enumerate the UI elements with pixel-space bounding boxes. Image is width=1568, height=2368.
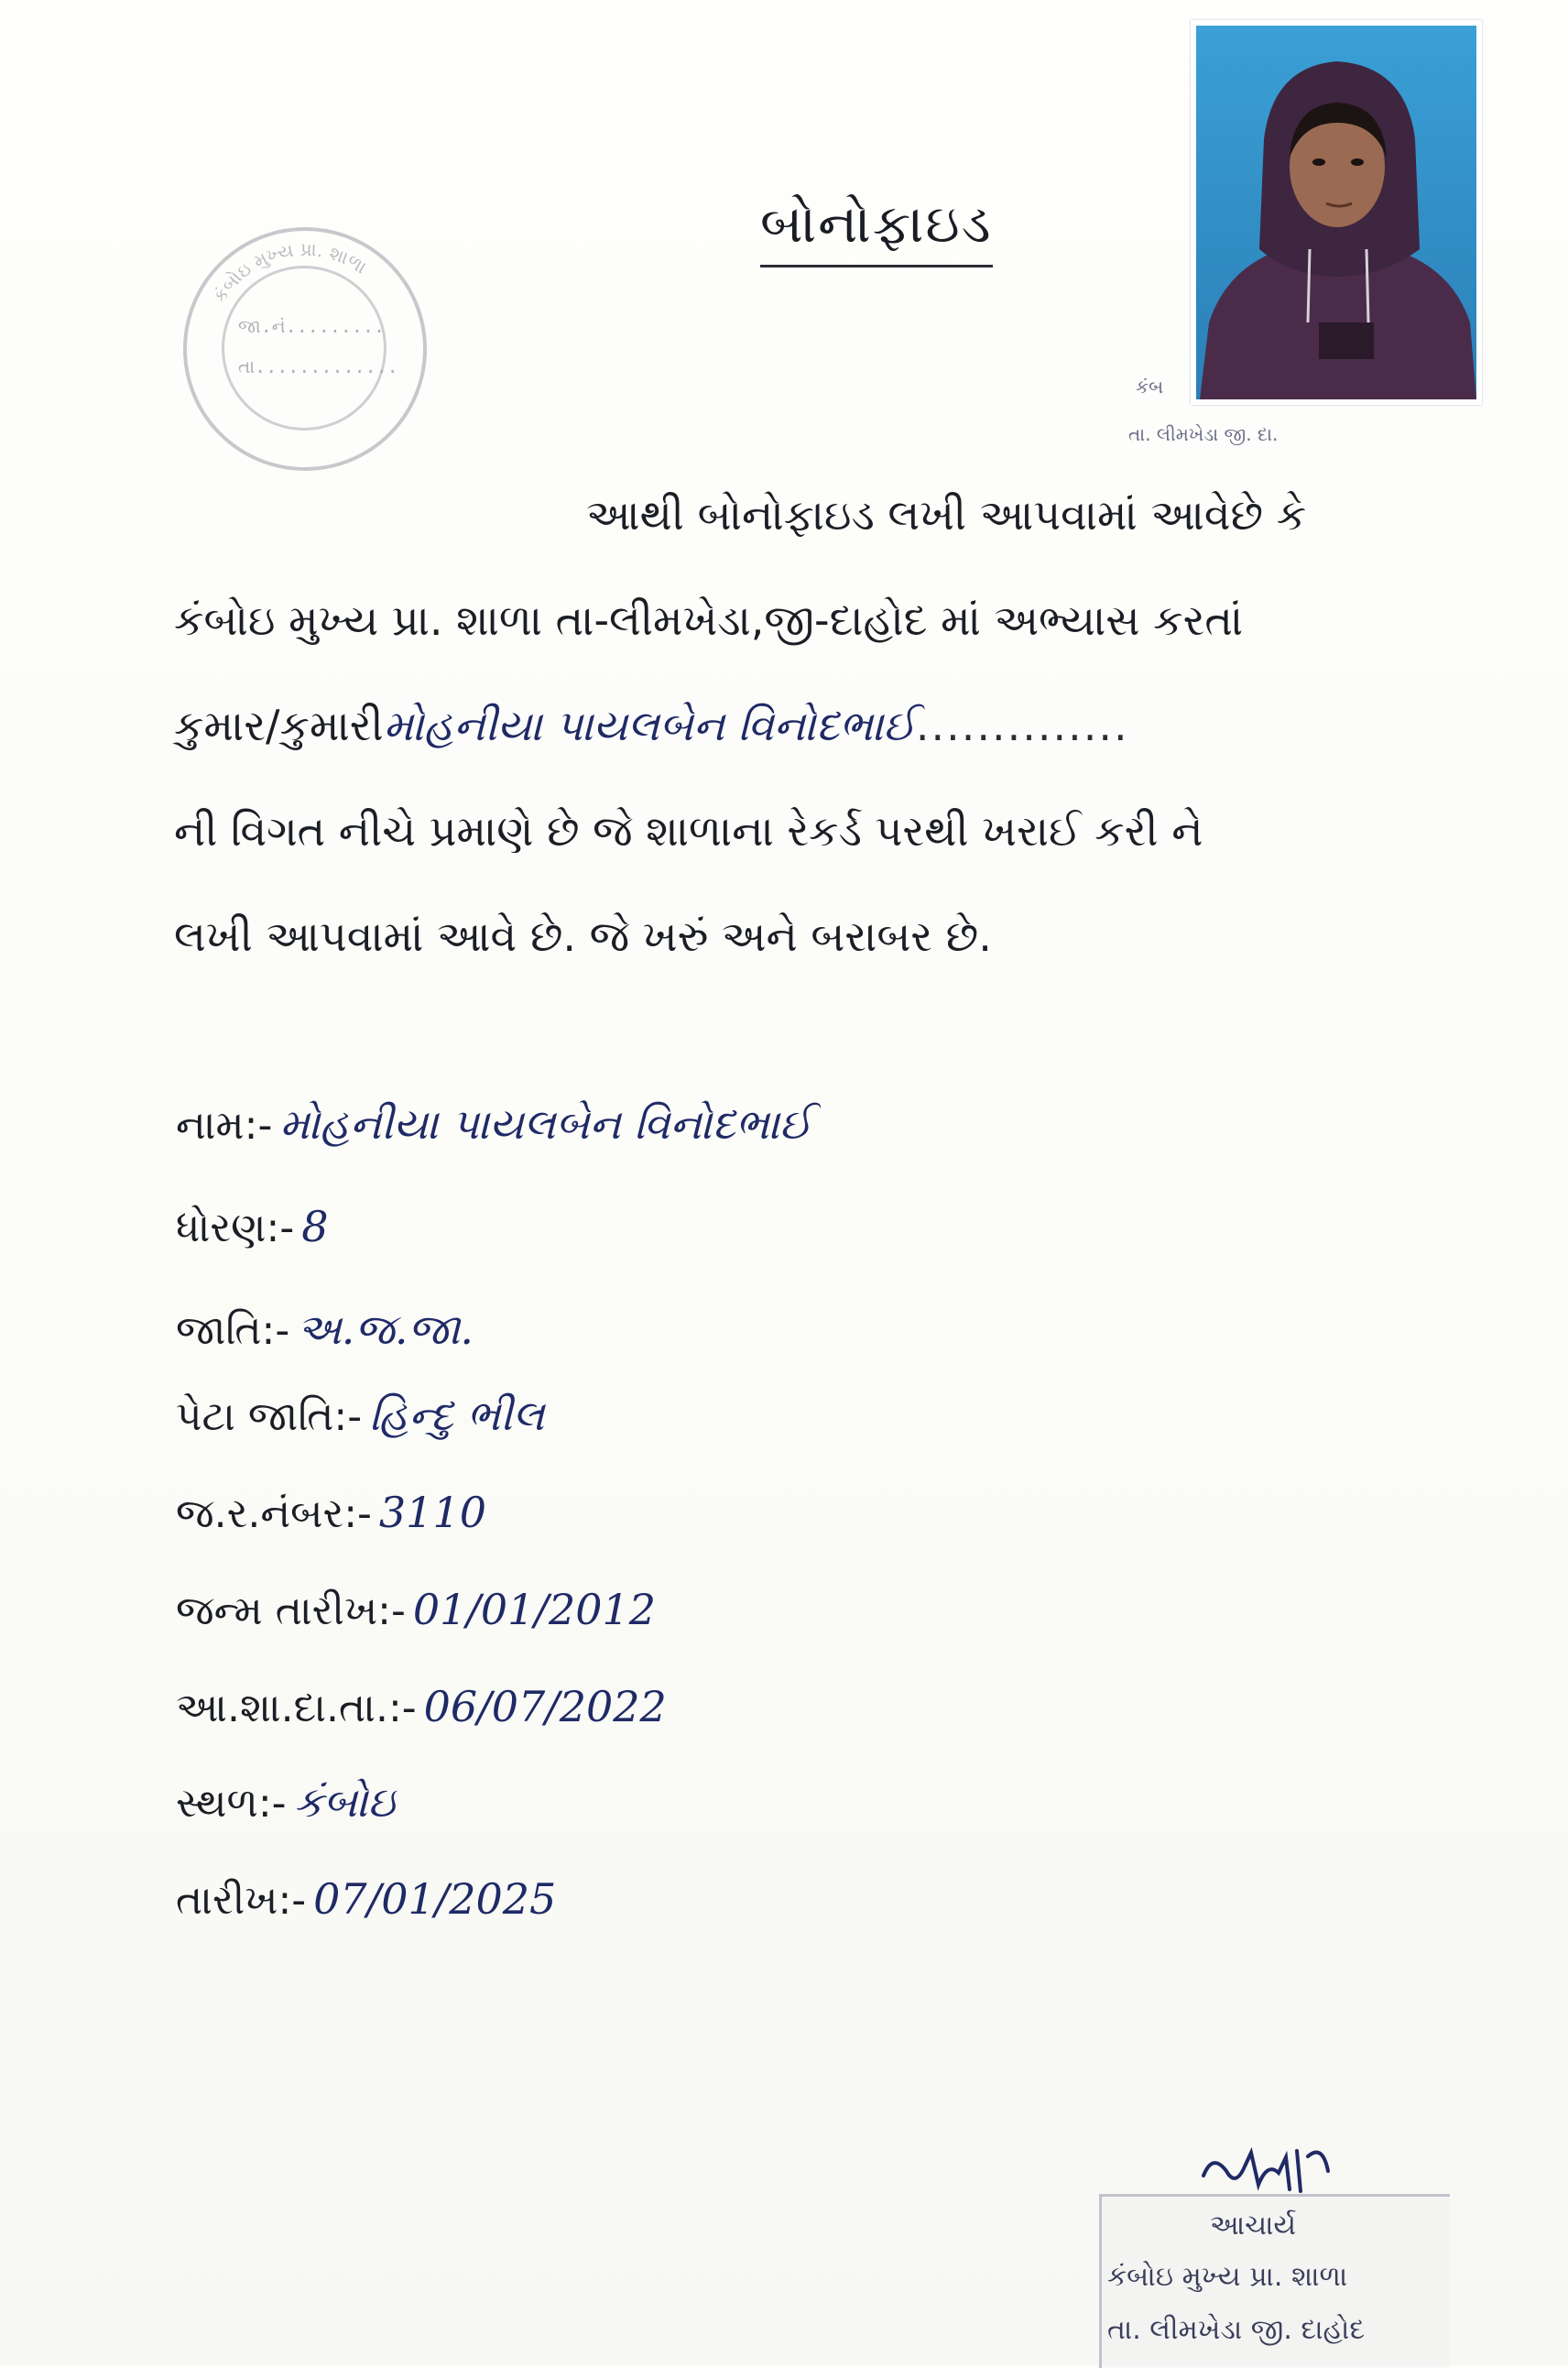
field-date	[176, 1874, 556, 1924]
field-admission-date-label: આ.શા.દા.તા.:-	[176, 1685, 417, 1731]
field-caste-value: અ.જ.જા.	[297, 1304, 474, 1354]
field-standard-value: 8	[301, 1202, 329, 1251]
body-line-2: કંબોઇ મુખ્ય પ્રા. શાળા તા-લીમખેડા,જી-દાહોદ માં અભ્યાસ કરતાં	[174, 595, 1244, 645]
field-date-label: તારીખ:-	[176, 1877, 307, 1924]
stamp-inner-circle	[222, 266, 387, 431]
field-birth-date-value: 01/01/2012	[412, 1585, 657, 1634]
field-gr-number-value: 3110	[378, 1488, 486, 1537]
body-line-5: લખી આપવામાં આવે છે. જે ખરું અને બરાબર છે.	[174, 911, 992, 961]
stamp-school-name: કંબોઇ મુખ્ય પ્રા. શાળા	[1107, 2261, 1348, 2293]
student-label: કુમાર/કુમારી	[174, 701, 384, 750]
field-name-value: મોહનીયા પાયલબેન વિનોદભાઈ	[279, 1099, 812, 1149]
student-name-handwritten: મોહનીયા પાયલબેન વિનોદભાઈ	[383, 701, 916, 750]
principal-office-stamp	[1099, 2194, 1450, 2368]
field-gr-number-label: જ.ર.નંબર:-	[176, 1490, 372, 1537]
field-subcaste-value: હિન્દુ ભીલ	[369, 1391, 545, 1440]
stamp-role: આચાર્ય	[1210, 2210, 1297, 2242]
field-subcaste	[176, 1391, 544, 1442]
field-admission-date	[176, 1682, 667, 1731]
field-standard-label: ધોરણ:-	[176, 1205, 295, 1251]
field-date-value: 07/01/2025	[313, 1874, 557, 1924]
body-line-4: ની વિગત નીચે પ્રમાણે છે જે શાળાના રેકર્ડ પરથી ખરાઈ કરી ને	[174, 806, 1203, 856]
field-standard	[176, 1202, 329, 1251]
student-photo	[1191, 20, 1482, 405]
document-title: બોનોફાઇડ	[760, 192, 993, 267]
photo-stamp-short-text: કંબ	[1136, 376, 1164, 398]
field-place-label: સ્થળ:-	[176, 1780, 287, 1827]
field-caste	[176, 1304, 474, 1356]
dotted-fill: ..............	[915, 701, 1129, 750]
field-admission-date-value: 06/07/2022	[423, 1682, 667, 1731]
round-school-stamp	[183, 227, 427, 471]
stamp-field-number: જા.નં.........	[238, 315, 386, 337]
svg-text:કંબોઇ મુખ્ય પ્રા. શાળા: કંબોઇ મુખ્ય પ્રા. શાળા	[208, 237, 371, 307]
field-place	[176, 1777, 395, 1828]
field-gr-number	[176, 1488, 486, 1537]
field-name-label: નામ:-	[176, 1102, 273, 1149]
field-place-value: કંબોઇ	[293, 1777, 396, 1827]
body-line-1: આથી બોનોફાઇડ લખી આપવામાં આવેછે કે	[586, 490, 1307, 540]
stamp-field-date: તા.............	[238, 355, 398, 377]
field-caste-label: જાતિ:-	[176, 1307, 290, 1354]
field-birth-date	[176, 1585, 656, 1634]
stamp-school-place: તા. લીમખેડા જી. દાહોદ	[1107, 2314, 1366, 2346]
field-name	[176, 1099, 812, 1151]
field-birth-date-label: જન્મ તારીખ:-	[176, 1588, 406, 1634]
photo-stamp-text: તા. લીમખેડા જી. દા.	[1128, 423, 1279, 445]
field-subcaste-label: પેટા જાતિ:-	[176, 1393, 363, 1440]
body-line-3	[174, 701, 1129, 752]
